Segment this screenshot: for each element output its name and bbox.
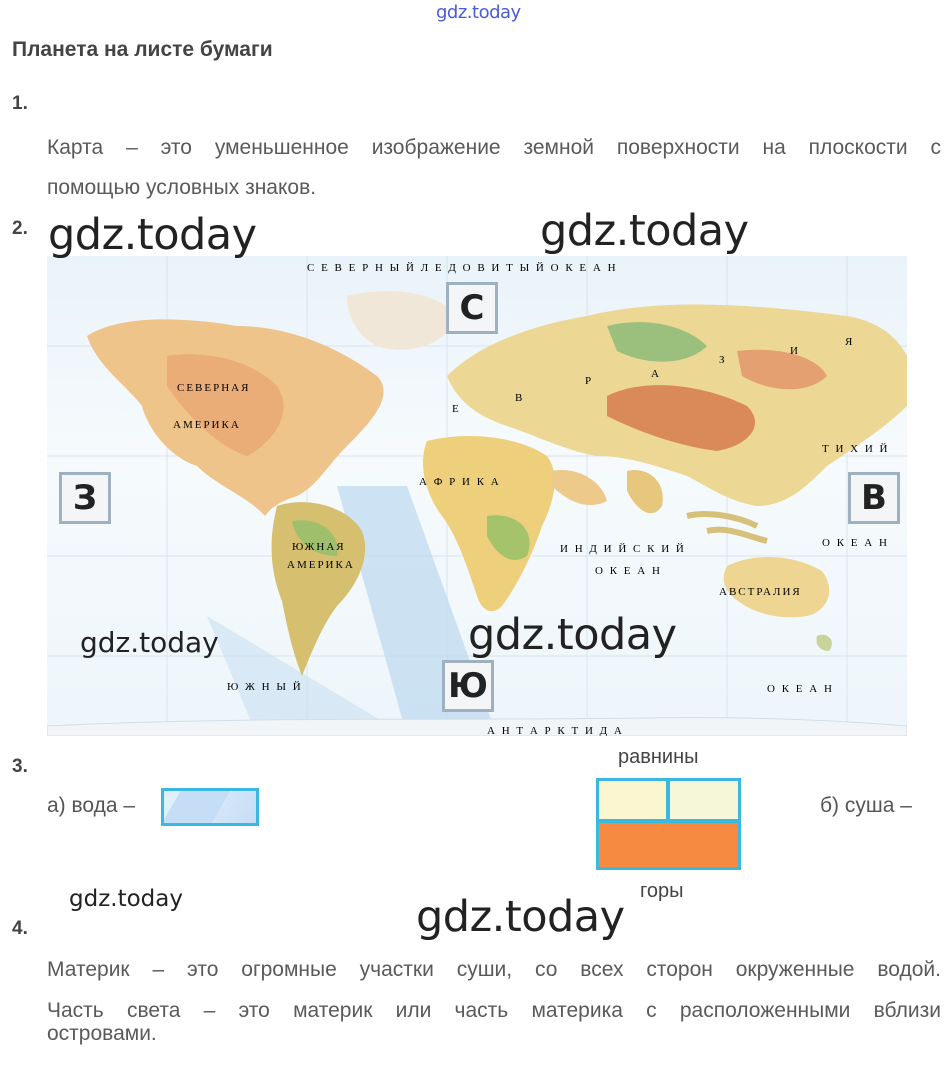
watermark-4: gdz.today [468, 610, 677, 660]
section-4-line-1: Материк – это огромные участки суши, со всех сторон окруженные водой. [47, 958, 941, 981]
label-indian-ocean-1: И Н Д И Й С К И Й [560, 543, 686, 555]
label-pacific-2: О К Е А Н [822, 537, 889, 549]
label-north-america-2: АМЕРИКА [173, 419, 241, 431]
watermark-top: gdz.today [436, 2, 521, 23]
plain-swatch-2 [670, 781, 738, 819]
mountains-label: горы [640, 880, 684, 902]
label-eurasia-z: З [719, 354, 727, 366]
page-title: Планета на листе бумаги [12, 38, 273, 61]
label-indian-ocean-2: О К Е А Н [595, 565, 662, 577]
label-south-ocean: Ю Ж Н Ы Й [227, 681, 303, 693]
section-4-line-2: Часть света – это материк или часть материка с расположенными вблизи [47, 999, 941, 1022]
land-legend-box [596, 778, 741, 870]
label-pacific-3: О К Е А Н [767, 683, 834, 695]
antarctica-shape [47, 718, 907, 736]
compass-north: С [446, 282, 498, 334]
label-eurasia-a: А [651, 368, 661, 380]
label-eurasia-i: И [790, 345, 800, 357]
watermark-1: gdz.today [48, 210, 257, 260]
label-eurasia-v: В [515, 392, 525, 404]
label-antarctica: А Н Т А Р К Т И Д А [487, 725, 624, 736]
section-3-number: 3. [12, 756, 28, 777]
land-label: б) суша – [820, 794, 912, 817]
compass-west: З [59, 472, 111, 524]
label-north-america-1: СЕВЕРНАЯ [177, 382, 251, 394]
water-label: а) вода – [47, 794, 136, 817]
section-1-number: 1. [12, 93, 28, 114]
label-south-america-2: АМЕРИКА [287, 559, 355, 571]
watermark-6: gdz.today [416, 892, 625, 942]
arabia-shape [552, 470, 607, 505]
label-eurasia-r: Р [585, 375, 594, 387]
compass-east: В [848, 472, 900, 524]
india-shape [627, 470, 663, 513]
label-south-america-1: ЮЖНАЯ [292, 541, 346, 553]
plains-label: равнины [618, 746, 699, 768]
water-color-swatch [161, 788, 259, 826]
compass-south: Ю [442, 660, 494, 712]
mountain-swatch [599, 823, 738, 867]
section-4-line-3: островами. [47, 1022, 157, 1045]
watermark-3: gdz.today [80, 626, 219, 659]
watermark-2: gdz.today [540, 206, 749, 256]
section-1-line-2: помощью условных знаков. [47, 176, 317, 199]
new-zealand-shape [817, 635, 832, 651]
section-4-number: 4. [12, 918, 28, 939]
label-australia: АВСТРАЛИЯ [719, 586, 802, 598]
section-1-line-1: Карта – это уменьшенное изображение земной поверхности на плоскости с [47, 136, 941, 159]
label-pacific-1: Т И Х И Й [822, 443, 890, 455]
plain-swatch-1 [599, 781, 666, 819]
label-africa: А Ф Р И К А [419, 476, 501, 488]
label-eurasia-e: Е [452, 403, 461, 415]
section-2-number: 2. [12, 218, 28, 239]
greenland-shape [347, 291, 457, 350]
label-arctic-ocean: С Е В Е Р Н Ы Й Л Е Д О В И Т Ы Й О К Е А Н [307, 262, 618, 274]
label-eurasia-ya: Я [845, 336, 855, 348]
watermark-5: gdz.today [69, 886, 183, 912]
